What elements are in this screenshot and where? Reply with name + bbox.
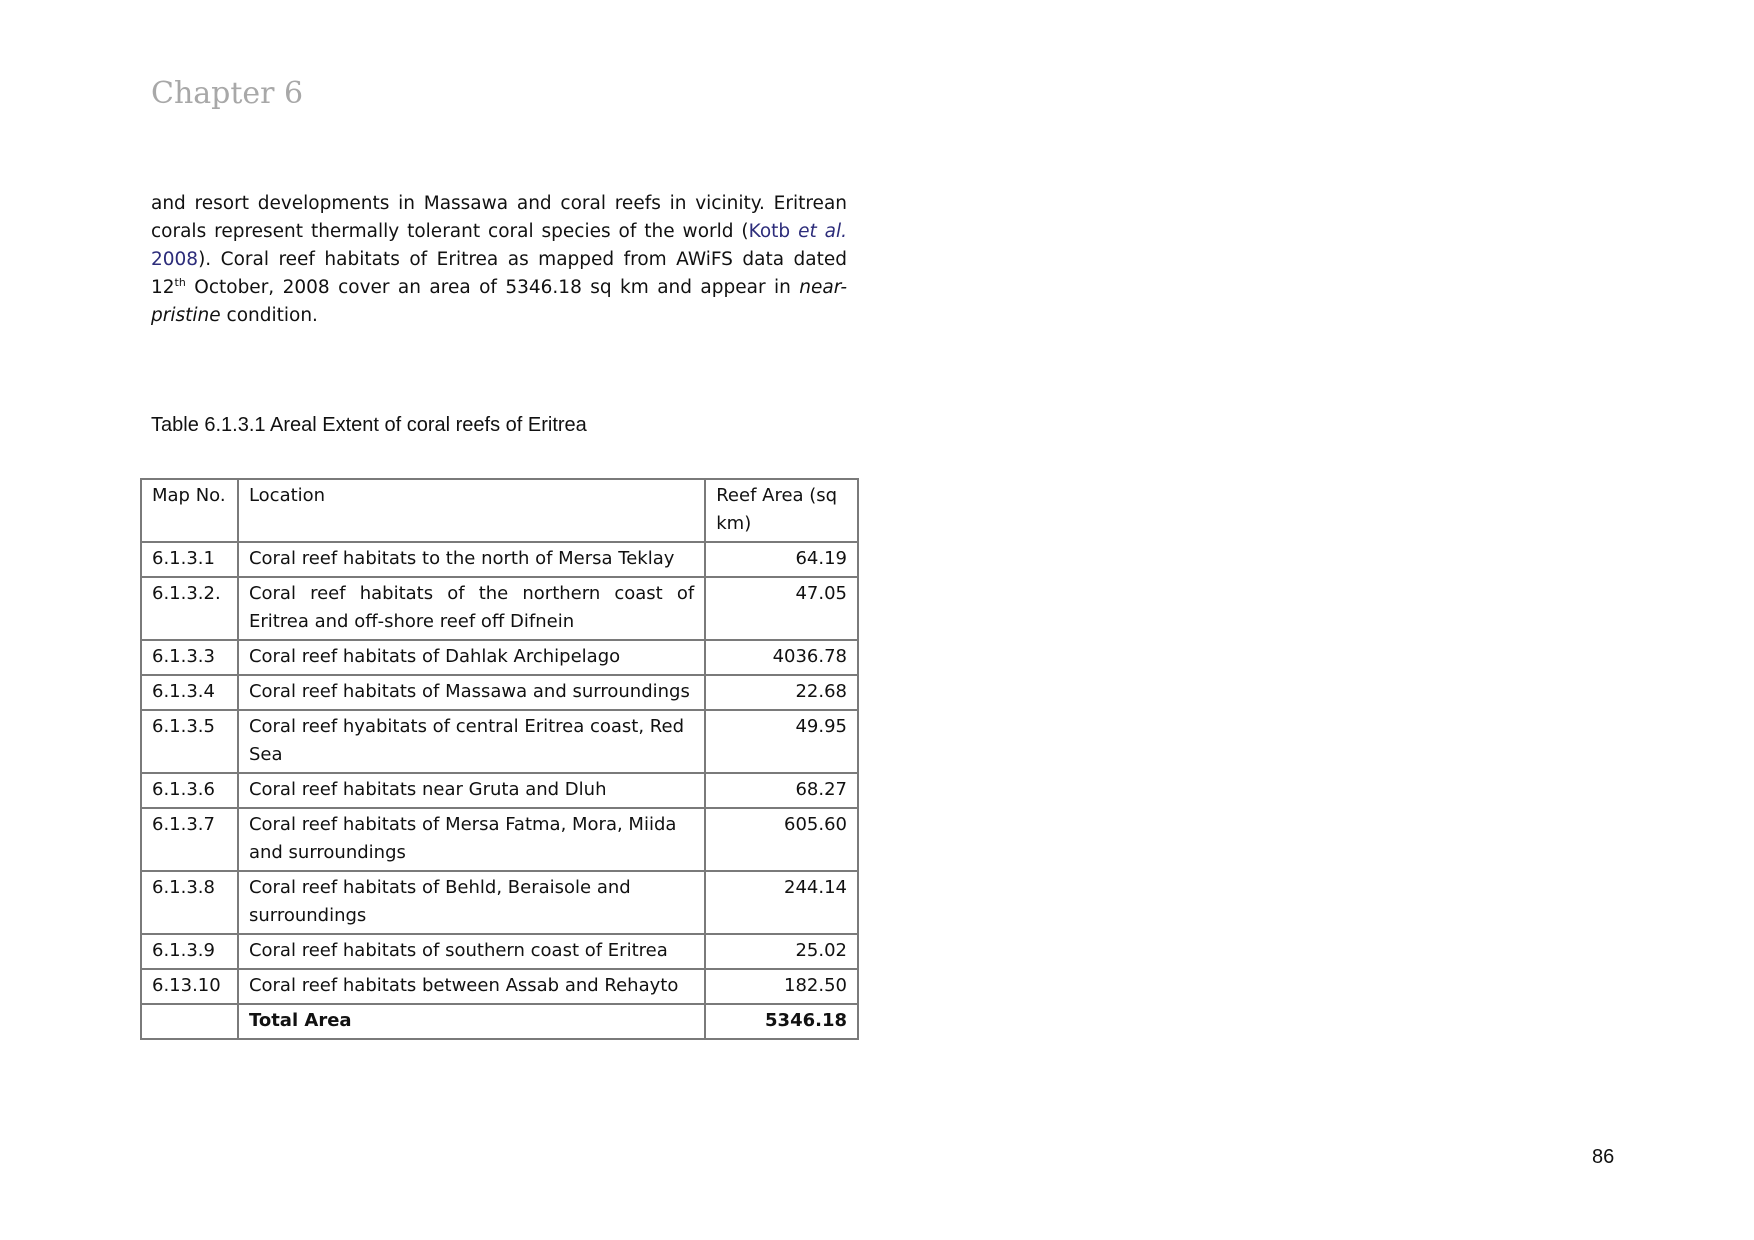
ordinal-superscript: th bbox=[174, 275, 186, 289]
citation-etal: et al. bbox=[798, 221, 848, 242]
table-row bbox=[141, 710, 858, 773]
table-row bbox=[141, 577, 858, 640]
total-map-no-cell bbox=[141, 1004, 238, 1039]
location-cell: Coral reef habitats near Gruta and Dluh bbox=[238, 773, 705, 808]
table-row bbox=[141, 808, 858, 871]
paragraph-text: ). Coral reef habitats of Eritrea as mapped from AWiFS data dated 12 bbox=[151, 249, 847, 298]
table-row bbox=[141, 934, 858, 969]
italic-term: near-pristine bbox=[151, 277, 847, 326]
location-cell: Coral reef hyabitats of central Eritrea coast, Red Sea bbox=[238, 710, 705, 773]
location-cell: Coral reef habitats between Assab and Rehayto bbox=[238, 969, 705, 1004]
reef-area-cell: 605.60 bbox=[705, 808, 858, 871]
reef-area-cell: 244.14 bbox=[705, 871, 858, 934]
chapter-title: Chapter 6 bbox=[151, 76, 304, 111]
reef-area-cell: 182.50 bbox=[705, 969, 858, 1004]
reef-area-cell: 22.68 bbox=[705, 675, 858, 710]
location-cell: Coral reef habitats to the north of Mersa Teklay bbox=[238, 542, 705, 577]
table-header-row bbox=[141, 479, 858, 542]
citation-author: Kotb bbox=[748, 221, 799, 242]
location-cell: Coral reef habitats of Dahlak Archipelago bbox=[238, 640, 705, 675]
reef-area-table bbox=[140, 478, 859, 1040]
map-no-cell: 6.1.3.5 bbox=[141, 710, 238, 773]
paragraph-text: condition. bbox=[220, 305, 318, 326]
map-no-cell: 6.13.10 bbox=[141, 969, 238, 1004]
body-paragraph bbox=[151, 190, 847, 330]
location-cell: Coral reef habitats of Behld, Beraisole and surroundings bbox=[238, 871, 705, 934]
reef-area-cell: 49.95 bbox=[705, 710, 858, 773]
reef-area-cell: 64.19 bbox=[705, 542, 858, 577]
table-total-row bbox=[141, 1004, 858, 1039]
table-row bbox=[141, 675, 858, 710]
table-row bbox=[141, 640, 858, 675]
map-no-cell: 6.1.3.4 bbox=[141, 675, 238, 710]
map-no-cell: 6.1.3.1 bbox=[141, 542, 238, 577]
total-label-cell: Total Area bbox=[238, 1004, 705, 1039]
header-map-no: Map No. bbox=[141, 479, 238, 542]
location-cell: Coral reef habitats of the northern coast of Eritrea and off-shore reef off Difnein bbox=[238, 577, 705, 640]
table-row bbox=[141, 969, 858, 1004]
reef-area-cell: 4036.78 bbox=[705, 640, 858, 675]
header-reef-area: Reef Area (sq km) bbox=[705, 479, 858, 542]
paragraph-text: and resort developments in Massawa and coral reefs in vicinity. Eritrean corals represent thermally tolerant coral species of the world ( bbox=[151, 193, 847, 242]
location-cell: Coral reef habitats of southern coast of Eritrea bbox=[238, 934, 705, 969]
table-row bbox=[141, 773, 858, 808]
table-row bbox=[141, 871, 858, 934]
table-row bbox=[141, 542, 858, 577]
reef-area-cell: 47.05 bbox=[705, 577, 858, 640]
location-cell: Coral reef habitats of Massawa and surroundings bbox=[238, 675, 705, 710]
table-caption: Table 6.1.3.1 Areal Extent of coral reefs of Eritrea bbox=[151, 414, 587, 436]
header-location: Location bbox=[238, 479, 705, 542]
map-no-cell: 6.1.3.7 bbox=[141, 808, 238, 871]
map-no-cell: 6.1.3.9 bbox=[141, 934, 238, 969]
page-number: 86 bbox=[1592, 1146, 1615, 1168]
map-no-cell: 6.1.3.8 bbox=[141, 871, 238, 934]
reef-area-cell: 68.27 bbox=[705, 773, 858, 808]
citation-year: 2008 bbox=[151, 249, 199, 270]
reef-area-cell: 25.02 bbox=[705, 934, 858, 969]
map-no-cell: 6.1.3.3 bbox=[141, 640, 238, 675]
map-no-cell: 6.1.3.2. bbox=[141, 577, 238, 640]
location-cell: Coral reef habitats of Mersa Fatma, Mora, Miida and surroundings bbox=[238, 808, 705, 871]
paragraph-text: October, 2008 cover an area of 5346.18 sq km and appear in bbox=[185, 277, 800, 298]
total-area-cell: 5346.18 bbox=[705, 1004, 858, 1039]
map-no-cell: 6.1.3.6 bbox=[141, 773, 238, 808]
